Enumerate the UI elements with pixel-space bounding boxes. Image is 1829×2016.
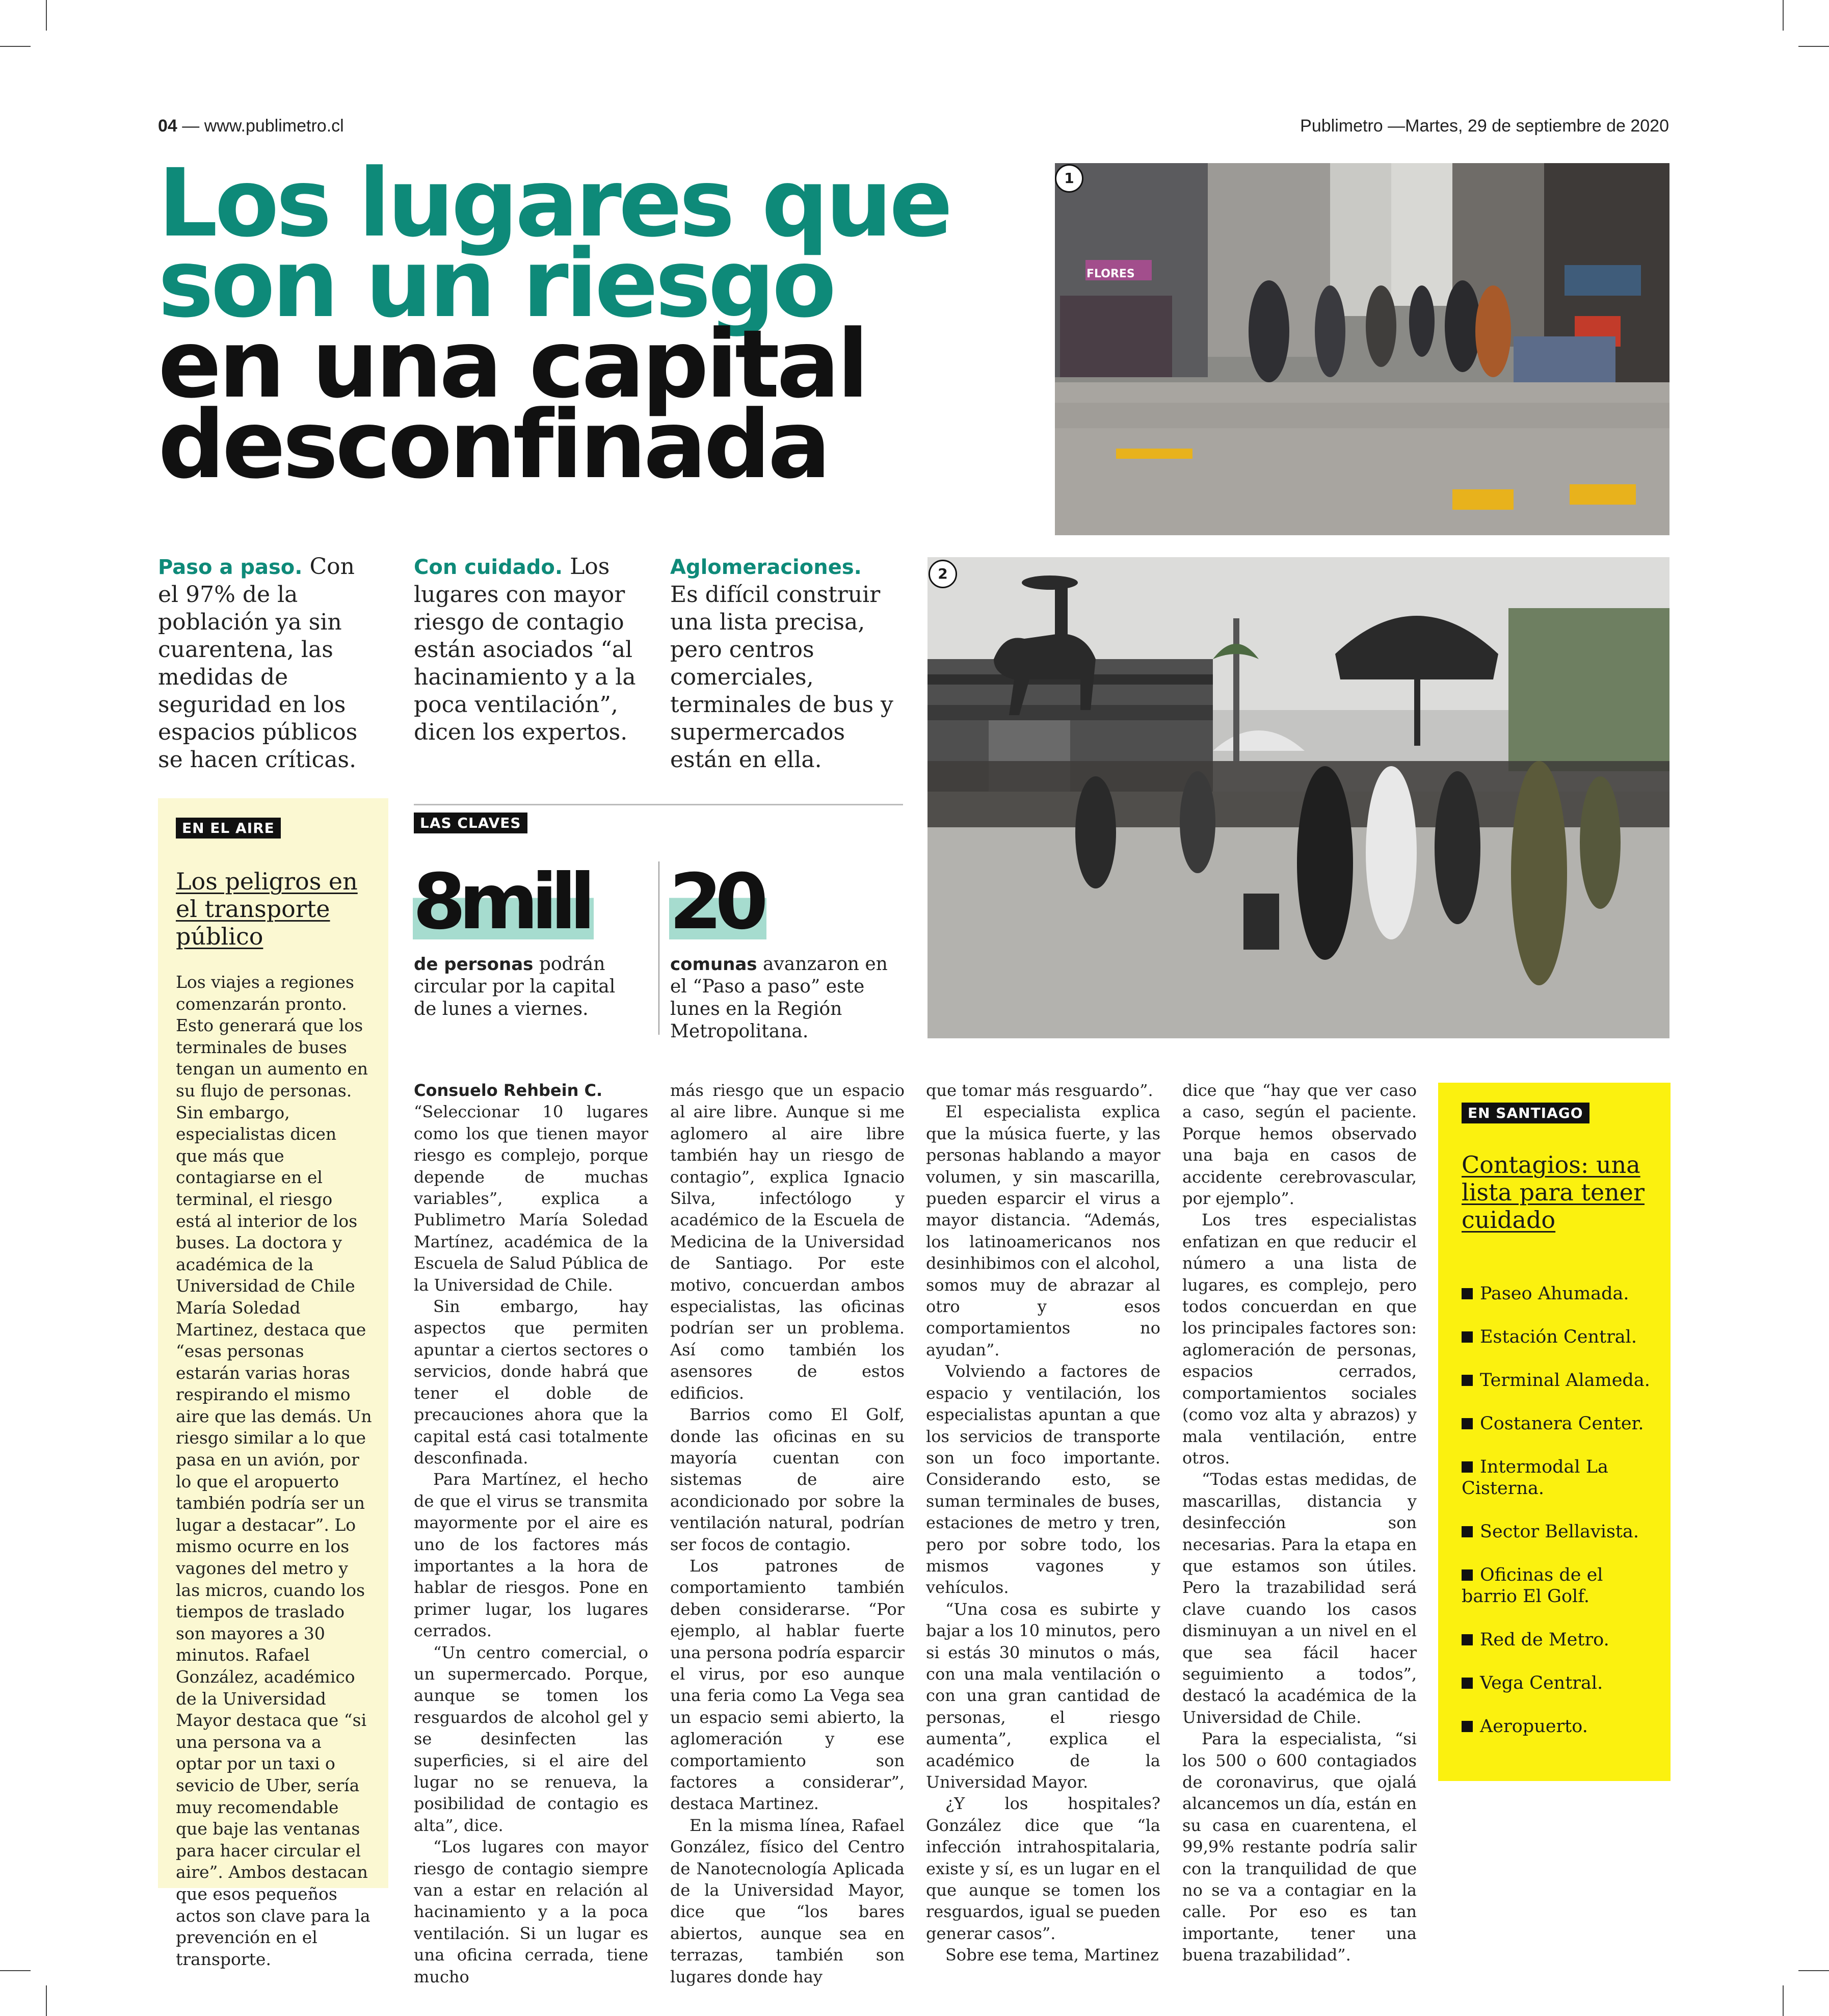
page-number: 04	[158, 116, 177, 136]
deck-text: Es difícil construir una lista precisa, pero centros comerciales, terminales de bus y supermercados están en ella.	[670, 582, 893, 773]
list-item: Vega Central.	[1462, 1672, 1660, 1694]
paragraph: ¿Y los hospitales? González dice que “la infección intrahospitalaria, existe y sí, es un lugar en el que aunque se tomen los resguardos, igual se pueden generar casos”.	[926, 1794, 1160, 1943]
headline-line-2: son un riesgo	[158, 229, 834, 338]
paragraph: “Una cosa es subirte y bajar a los 10 minutos, pero si estás 30 minutos o más, con una mala ventilación o con una gran cantidad de personas, el riesgo aumenta”, explica el académico de la Universidad Mayor.	[926, 1599, 1160, 1792]
keys-divider	[658, 861, 659, 1035]
key-number-value: 8mill	[413, 858, 594, 947]
crop-mark	[0, 46, 31, 47]
list-item: Red de Metro.	[1462, 1629, 1660, 1651]
site-url[interactable]: — www.publimetro.cl	[182, 116, 344, 136]
paragraph: Sin embargo, hay aspectos que permiten apuntar a ciertos sectores o servicios, donde habrá que tener el doble de precauciones ahora que la capital está casi totalmente desconfinada.	[414, 1297, 648, 1468]
plaza-scene-illustration	[927, 557, 1669, 1038]
paragraph: Los tres especialistas enfatizan en que reducir el número a una lista de lugares, es complejo, pero todos concuerdan en que los principales factores son: aglomeración de personas, espacios cerrados, comportamientos sociales (como voz alta y abrazos) y mala ventilación, entre otros.	[1182, 1210, 1417, 1468]
bullet-square-icon	[1462, 1375, 1473, 1386]
paragraph: “Todas estas medidas, de mascarillas, distancia y desinfección son necesarias. Para la etapa en que estamos son útiles. Pero la trazabilidad será clave cuando los casos disminuyan a un nivel en el que sea fácil hacer seguimiento a todos”, destacó la académica de la Universidad de Chile.	[1182, 1470, 1417, 1727]
crop-mark	[1798, 46, 1829, 47]
deck-paso-a-paso	[158, 553, 382, 774]
deck-text: Con el 97% de la población ya sin cuarentena, las medidas de seguridad en los espacios públicos se hacen críticas.	[158, 554, 358, 773]
bullet-square-icon	[1462, 1569, 1473, 1581]
sidebar-body: Los viajes a regiones comenzarán pronto. Esto generará que los terminales de buses tengan un aumento en su flujo de personas. Sin embargo, especialistas dicen que más que contagiarse en el terminal, el riesgo está al interior de los buses. La doctora y académica de la Universidad de Chile María Soledad Martinez, destaca que “esas personas estarán varias horas respirando el mismo aire que las demás. Un riesgo similar a lo que pasa en un avión, por lo que el aropuerto también podría ser un lugar a destacar”. Lo mismo ocurre en los vagones del metro y las micros, cuando los tiempos de traslado son mayores a 30 minutos. Rafael González, académico de la Universidad Mayor destaca que “si una persona va a optar por un taxi o sevicio de Uber, sería muy recomendable que baje las ventanas para hacer circular el aire”. Ambos destacan que esos pequeños actos son clave para la prevención en el transporte.	[176, 972, 372, 1969]
bullet-square-icon	[1462, 1461, 1473, 1473]
key-number-8mill	[413, 858, 594, 947]
key-text-rest: avanzaron en el “Paso a paso” este lunes en la Región Metropolitana.	[670, 954, 888, 1042]
photo-estacion-central	[927, 557, 1669, 1038]
paragraph: Sobre ese tema, Martinez	[945, 1945, 1159, 1965]
paragraph: “Los lugares con mayor riesgo de contagio siempre van a estar en relación al hacinamiento y a la poca ventilación. Si un lugar es una oficina cerrada, tiene mucho	[414, 1837, 648, 1986]
deck-aglomeraciones	[670, 553, 894, 774]
keys-top-rule	[414, 804, 903, 805]
paragraph: Barrios como El Golf, donde las oficinas en su mayoría cuentan con sistemas de aire acondicionado por sobre la ventilación natural, podrían ser focos de contagio.	[670, 1405, 905, 1554]
key-text-bold: de personas	[414, 954, 534, 975]
bullet-square-icon	[1462, 1721, 1473, 1732]
headline	[158, 149, 1024, 500]
list-item: Estación Central.	[1462, 1326, 1660, 1348]
keys-tag: LAS CLAVES	[414, 813, 527, 833]
places-list	[1462, 1283, 1660, 1759]
bullet-square-icon	[1462, 1331, 1473, 1343]
sidebar-title: Contagios: una lista para tener cuidado	[1462, 1151, 1645, 1234]
sidebar-tag: EN SANTIAGO	[1462, 1103, 1589, 1123]
paragraph: dice que “hay que ver caso a caso, según el paciente. Porque hemos observado una baja en casos de accidente cerebrovascular, por ejemplo”.	[1182, 1081, 1417, 1209]
store-sign: FLORES	[1086, 268, 1135, 280]
paragraph: más riesgo que un espacio al aire libre. Aunque si me aglomero al aire libre también hay un riesgo de contagio”, explica Ignacio Silva, infectólogo y académico de la Escuela de Medicina de la Universidad de Santiago. Por este motivo, concuerdan ambos especialistas, las oficinas podrían ser un problema. Así como también los asensores de estos edificios.	[670, 1081, 905, 1403]
bullet-square-icon	[1462, 1288, 1473, 1299]
bullet-square-icon	[1462, 1526, 1473, 1537]
paragraph: que tomar más resguardo”.	[926, 1081, 1153, 1100]
key-text-1	[414, 953, 633, 1020]
headline-line-4: desconfinada	[158, 390, 828, 500]
photo-number-2: 2	[929, 560, 957, 588]
list-item: Oficinas de el barrio El Golf.	[1462, 1565, 1603, 1607]
article-column-3	[926, 1080, 1160, 1966]
article-column-1	[414, 1080, 648, 1987]
crop-mark	[46, 0, 47, 31]
list-item: Sector Bellavista.	[1462, 1521, 1660, 1542]
key-number-value: 20	[669, 858, 766, 947]
headline-line-1: Los lugares que	[158, 149, 950, 258]
page-header-right: Publimetro —Martes, 29 de septiembre de 2020	[1300, 116, 1669, 136]
deck-lead: Con cuidado.	[414, 556, 563, 579]
crop-mark	[1783, 1985, 1784, 2016]
paragraph: Para Martínez, el hecho de que el virus se transmita mayormente por el aire es uno de los factores más importantes a la hora de hablar de riesgos. Pone en primer lugar, los lugares cerrados.	[414, 1470, 648, 1641]
deck-lead: Paso a paso.	[158, 556, 303, 579]
deck-lead: Aglomeraciones.	[670, 556, 862, 579]
page-header-left	[158, 116, 344, 136]
paragraph: “Un centro comercial, o un supermercado. Porque, aunque se tomen los resguardos de alcohol gel y se desinfecten las superficies, si el aire del lugar no se renueva, la posibilidad de contagio es alta”, dice.	[414, 1642, 648, 1835]
article-column-2	[670, 1080, 905, 1987]
key-text-2	[670, 953, 905, 1043]
bullet-square-icon	[1462, 1678, 1473, 1689]
headline-line-3: en una capital	[158, 310, 866, 419]
paragraph: Para la especialista, “si los 500 o 600 contagiados de coronavirus, que ojalá alcancemos un día, están en su casa en cuarentena, el 99,9% restante podría salir con la tranquilidad de que no se va a contagiar en la calle. Por eso es tan importante, tener una buena trazabilidad”.	[1182, 1729, 1417, 1965]
crop-mark	[0, 1970, 31, 1971]
photo-paseo-ahumada	[1055, 163, 1669, 535]
deck-con-cuidado	[414, 553, 638, 746]
list-item: Intermodal La Cisterna.	[1462, 1457, 1608, 1499]
bullet-square-icon	[1462, 1418, 1473, 1429]
paragraph: “Seleccionar 10 lugares como los que tienen mayor riesgo es complejo, porque depende de muchas variables”, explica a Publimetro María Soledad Martínez, académica de la Escuela de Salud Pública de la Universidad de Chile.	[414, 1102, 648, 1295]
key-text-rest: podrán circular por la capital de lunes a viernes.	[414, 954, 616, 1019]
crop-mark	[1783, 0, 1784, 31]
list-item: Terminal Alameda.	[1462, 1370, 1660, 1391]
list-item: Aeropuerto.	[1462, 1716, 1660, 1737]
crop-mark	[1798, 1970, 1829, 1971]
paragraph: Volviendo a factores de espacio y ventilación, los especialistas apuntan a que los servicios de transporte son un foco importante. Considerando esto, se suman terminales de buses, estaciones de metro y tren, pero por sobre todo, los mismos vagones y vehículos.	[926, 1362, 1160, 1598]
sidebar-tag: EN EL AIRE	[176, 818, 281, 839]
list-item: Costanera Center.	[1462, 1413, 1660, 1434]
byline: Consuelo Rehbein C.	[414, 1081, 603, 1100]
article-column-4	[1182, 1080, 1417, 1966]
paragraph: El especialista explica que la música fuerte, y las personas hablando a mayor volumen, y sin mascarilla, pueden esparcir el virus a mayor distancia. “Además, los latinoamericanos nos desinhibimos con el alcohol, somos muy de abrazar al otro y esos comportamientos no ayudan”.	[926, 1102, 1160, 1359]
list-item: Paseo Ahumada.	[1462, 1283, 1660, 1304]
key-number-20	[669, 858, 766, 947]
sidebar-title: Los peligros en el transporte público	[176, 868, 358, 950]
crop-mark	[46, 1985, 47, 2016]
bullet-square-icon	[1462, 1634, 1473, 1645]
paragraph: Los patrones de comportamiento también deben considerarse. “Por ejemplo, al hablar fuerte una persona podría esparcir el virus, por eso aunque una feria como La Vega sea un espacio semi abierto, la aglomeración y ese comportamiento son factores a considerar”, destaca Martinez.	[670, 1556, 905, 1814]
paragraph: En la misma línea, Rafael González, físico del Centro de Nanotecnología Aplicada de la Universidad Mayor, dice que “los bares abiertos, aunque sea en terrazas, también son lugares donde hay	[670, 1815, 905, 1986]
key-text-bold: comunas	[670, 954, 757, 975]
photo-number-1: 1	[1055, 164, 1083, 193]
street-scene-illustration	[1055, 163, 1669, 535]
deck-text: Los lugares con mayor riesgo de contagio están asociados “al hacinamiento y a la poca ventilación”, dicen los expertos.	[414, 554, 636, 745]
